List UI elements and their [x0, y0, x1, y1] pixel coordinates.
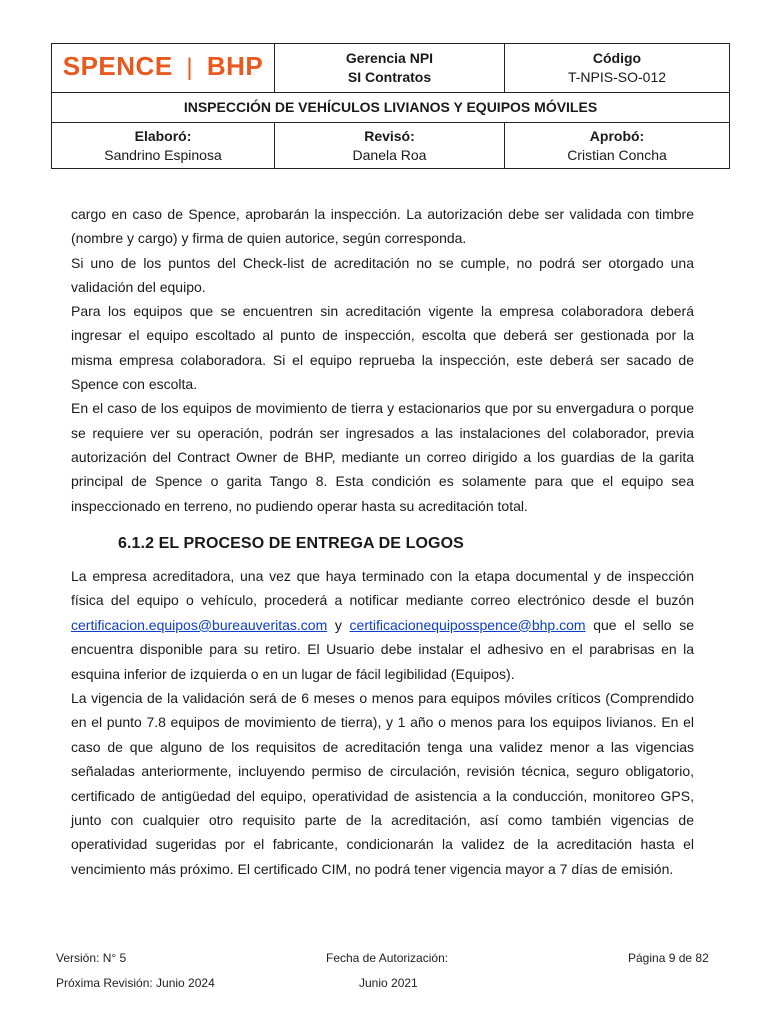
reviso-name: Danela Roa	[352, 146, 427, 163]
paragraph-authorization: cargo en caso de Spence, aprobarán la inspección. La autorización debe ser validada con timbre (nombre y cargo) y firma de quien autorice, según corresponda.	[71, 206, 694, 247]
paragraph-checklist: Si uno de los puntos del Check-list de acreditación no se cumple, no podrá ser otorgado una validación del equipo.	[71, 254, 694, 295]
document-header-table	[51, 43, 730, 169]
paragraph-logo-delivery	[71, 564, 694, 686]
spence-bhp-logo	[63, 51, 264, 81]
footer-auth-date: Junio 2021	[359, 976, 418, 990]
logo-bhp-text: BHP	[206, 50, 264, 81]
logo-cell	[52, 44, 275, 93]
reviso-label: Revisó:	[364, 127, 415, 144]
logo-spence-text: SPENCE	[62, 50, 173, 81]
reviso-cell	[275, 123, 505, 169]
code-cell	[505, 44, 730, 93]
logo-delivery-text-a: La empresa acreditadora, una vez que haya terminado con la etapa documental y de inspección física del equipo o vehículo, procederá a notificar mediante correo electrónico desde el buzón	[71, 568, 694, 609]
document-title: INSPECCIÓN DE VEHÍCULOS LIVIANOS Y EQUIPOS MÓVILES	[52, 93, 730, 123]
section-heading: 6.1.2 EL PROCESO DE ENTREGA DE LOGOS	[118, 535, 464, 552]
code-value: T-NPIS-SO-012	[567, 69, 667, 85]
logo-separator: |	[186, 53, 194, 81]
aprobo-cell	[505, 123, 730, 169]
email-link-bureauveritas[interactable]: certificacion.equipos@bureauveritas.com	[71, 616, 328, 633]
section-paragraphs	[71, 564, 694, 881]
footer-next-review: Próxima Revisión: Junio 2024	[56, 976, 215, 990]
footer-version: Versión: N° 5	[56, 951, 127, 965]
email-link-bhp[interactable]: certificacionequiposspence@bhp.com	[349, 616, 586, 633]
department-line-2: SI Contratos	[347, 69, 432, 85]
elaboro-label: Elaboró:	[134, 127, 192, 144]
department-cell	[275, 44, 505, 93]
elaboro-cell	[52, 123, 275, 169]
paragraph-earthmoving: En el caso de los equipos de movimiento de tierra y estacionarios que por su envergadura o porque se requiere ver su operación, podrán ser ingresados a las instalaciones del colaborador, previa autorización del Contract Owner de BHP, mediante un correo dirigido a los guardias de la garita principal de Spence o garita Tango 8. Esta condición es solamente para que el equipo sea inspeccionado en terreno, no pudiendo operar hasta su acreditación total.	[71, 400, 694, 514]
logo-delivery-text-c: que el sello se encuentra disponible para su retiro. El Usuario debe instalar el adhesivo en el parabrisas en la esquina inferior de izquierda o en un lugar de fácil legibilidad (Equipos).	[71, 616, 694, 682]
elaboro-name: Sandrino Espinosa	[104, 146, 222, 163]
body-paragraphs	[71, 202, 694, 518]
footer-page-number: Página 9 de 82	[628, 951, 709, 965]
aprobo-name: Cristian Concha	[567, 146, 667, 163]
logo-delivery-text-b: y	[327, 616, 350, 633]
footer-auth-label: Fecha de Autorización:	[326, 951, 449, 965]
paragraph-validity: La vigencia de la validación será de 6 meses o menos para equipos móviles críticos (Comprendido en el punto 7.8 equipos de movimiento de tierra), y 1 año o menos para los equipos livianos. En el caso de que alguno de los requisitos de acreditación tenga una validez menor a las vigencias señaladas anteriormente, incluyendo permiso de circulación, revisión técnica, seguro obligatorio, certificado de antigüedad del equipo, operatividad de asistencia a la conducción, monitoreo GPS, junto con cualquier otro requisito parte de la acreditación, así como también vigencias de operatividad sugeridas por el fabricante, condicionarán la validez de la acreditación hasta el vencimiento más próximo. El certificado CIM, no podrá tener vigencia mayor a 7 días de emisión.	[71, 690, 694, 877]
paragraph-escort: Para los equipos que se encuentren sin acreditación vigente la empresa colaboradora deberá ingresar el equipo escoltado al punto de inspección, escolta que deberá ser gestionada por la misma empresa colaboradora. Si el equipo reprueba la inspección, este deberá ser sacado de Spence con escolta.	[71, 303, 694, 393]
code-label: Código	[592, 50, 642, 66]
aprobo-label: Aprobó:	[589, 127, 645, 144]
department-line-1: Gerencia NPI	[345, 50, 434, 66]
